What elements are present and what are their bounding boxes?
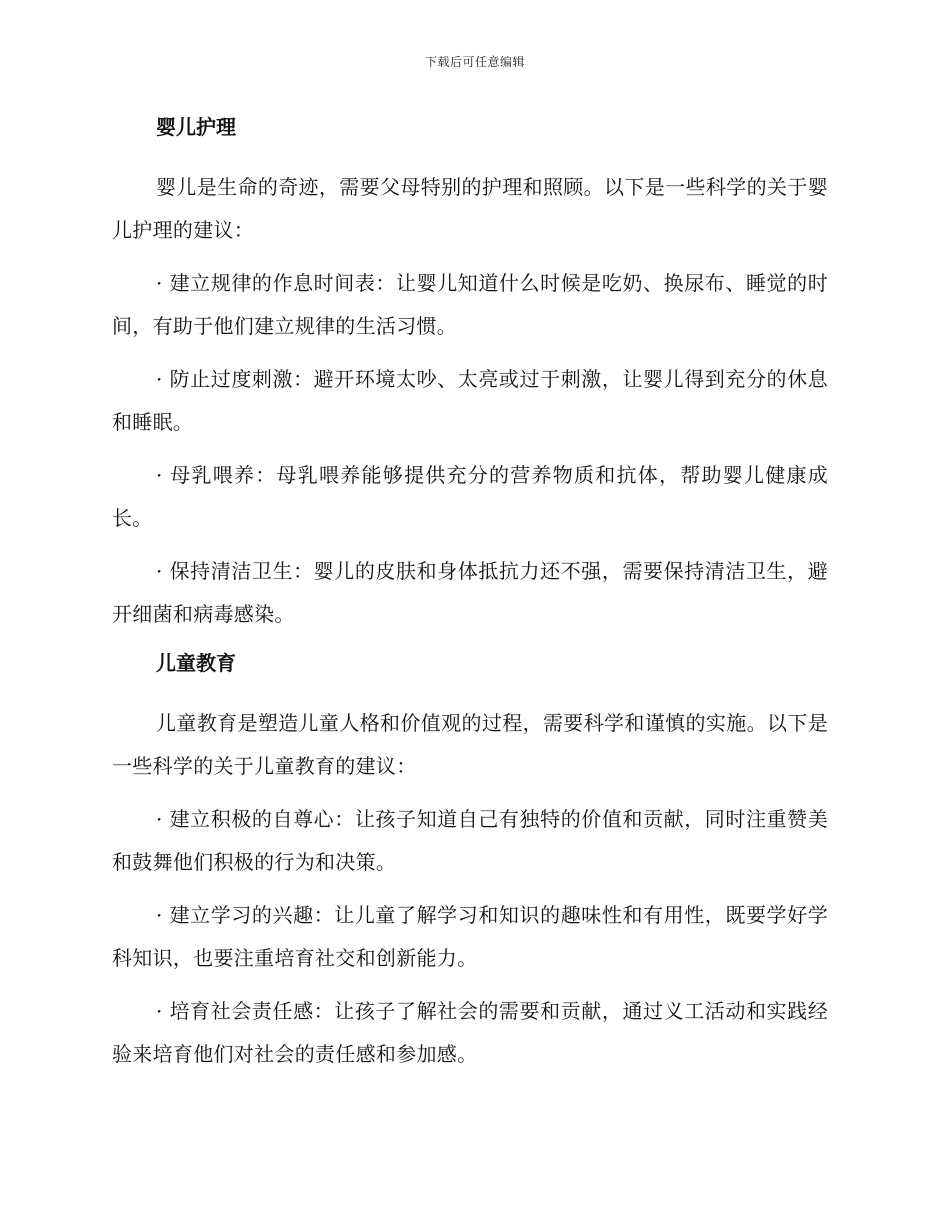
section-title: 婴儿护理 (156, 115, 236, 139)
section-title: 儿童教育 (156, 651, 236, 675)
section-child-education (112, 648, 828, 1076)
list-item: · 保持清洁卫生：婴儿的皮肤和身体抵抗力还不强，需要保持清洁卫生，避开细菌和病毒感染。 (112, 559, 828, 626)
list-item: · 建立学习的兴趣：让儿童了解学习和知识的趣味性和有用性，既要学好学科知识，也要注重培育社交和创新能力。 (112, 903, 828, 970)
document-body (112, 112, 828, 1086)
header-note: 下载后可任意编辑 (424, 55, 525, 69)
section-intro: 儿童教育是塑造儿童人格和价值观的过程，需要科学和谨慎的实施。以下是一些科学的关于儿童教育的建议： (112, 711, 828, 778)
list-item: · 建立积极的自尊心：让孩子知道自己有独特的价值和贡献，同时注重赞美和鼓舞他们积极的行为和决策。 (112, 807, 828, 874)
list-item: · 防止过度刺激：避开环境太吵、太亮或过于刺激，让婴儿得到充分的休息和睡眠。 (112, 367, 828, 434)
section-intro: 婴儿是生命的奇迹，需要父母特别的护理和照顾。以下是一些科学的关于婴儿护理的建议： (112, 175, 828, 242)
list-item: · 培育社会责任感：让孩子了解社会的需要和贡献，通过义工活动和实践经验来培育他们对社会的责任感和参加感。 (112, 999, 828, 1066)
list-item: · 建立规律的作息时间表：让婴儿知道什么时候是吃奶、换尿布、睡觉的时间，有助于他们建立规律的生活习惯。 (112, 271, 828, 338)
section-infant-care (112, 112, 828, 636)
list-item: · 母乳喂养：母乳喂养能够提供充分的营养物质和抗体，帮助婴儿健康成长。 (112, 463, 828, 530)
